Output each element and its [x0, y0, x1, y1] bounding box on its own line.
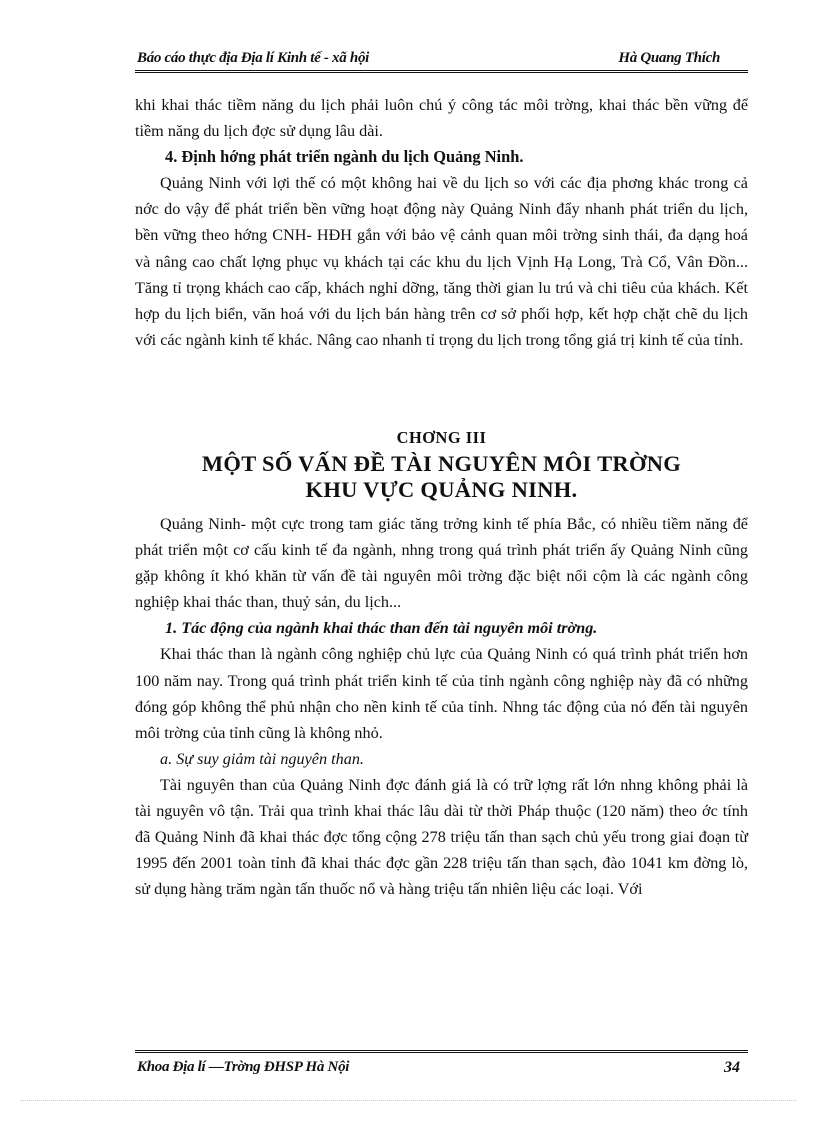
chapter-title-line-2: KHU VỰC QUẢNG NINH.	[305, 476, 578, 502]
chapter-title-line-1: MỘT SỐ VẤN ĐỀ TÀI NGUYÊN MÔI TRỜNG	[201, 450, 682, 476]
section-heading-4: 4. Định hớng phát triển ngành du lịch Quảng Ninh.	[165, 147, 524, 167]
header-title: Báo cáo thực địa Địa lí Kinh tế - xã hội	[137, 50, 370, 66]
chapter-label: CHƠNG III	[396, 427, 487, 447]
chapter-heading	[135, 427, 748, 501]
footer-institution: Khoa Địa lí —Trờng ĐHSP Hà Nội	[137, 1059, 350, 1075]
paragraph-section-4: Quảng Ninh với lợi thế có một không hai về du lịch so với các địa phơng khác trong cả nớc do vậy để phát triển bền vững hoạt động này Quảng Ninh đẩy nhanh phát triển du lịch, bền vững theo hớng CNH- HĐH gắn với bảo vệ cảnh quan môi trờng sinh thái, đa dạng hoá và nâng cao chất lợng phục vụ khách tại các khu du lịch Vịnh Hạ Long, Trà Cổ, Vân Đồn... Tăng tỉ trọng khách cao cấp, khách nghỉ dỡng, tăng thời gian lu trú và chi tiêu của khách. Kết hợp du lịch biển, văn hoá với du lịch bán hàng trên cơ sở phối hợp, kết hợp chặt chẽ du lịch với các ngành kinh tế khác. Nâng cao nhanh tỉ trọng du lịch trong tổng giá trị kinh tế của tỉnh.	[135, 174, 748, 349]
section-heading-1: 1. Tác động của ngành khai thác than đến tài nguyên môi trờng.	[165, 619, 598, 638]
paragraph-chapter-intro: Quảng Ninh- một cực trong tam giác tăng trởng kinh tế phía Bắc, có nhiều tiềm năng để phát triển một cơ cấu kinh tế đa ngành, nhng trong quá trình phát triển ấy Quảng Ninh cũng gặp không ít khó khăn từ vấn đề tài nguyên môi trờng đặc biệt nổi cộm là các ngành công nghiệp khai thác than, thuỷ sản, du lịch...	[135, 514, 748, 612]
paragraph-continued: khi khai thác tiềm năng du lịch phải luôn chú ý công tác môi trờng, khai thác bền vững để tiềm năng du lịch đợc sử dụng lâu dài.	[135, 96, 748, 141]
page-footer	[135, 1050, 748, 1077]
page-bottom-divider	[20, 1100, 796, 1101]
page-number: 34	[724, 1059, 740, 1076]
header-author: Hà Quang Thích	[618, 50, 720, 66]
paragraph-subsection-a: Tài nguyên than của Quảng Ninh đợc đánh giá là có trữ lợng rất lớn nhng không phải là tài nguyên vô tận. Trải qua trình khai thác lâu dài từ thời Pháp thuộc (120 năm) theo ớc tính đã Quảng Ninh đã khai thác đợc tổng cộng 278 triệu tấn than sạch chủ yếu trong giai đoạn từ 1995 đến 2001 toàn tỉnh đã khai thác đợc gần 228 triệu tấn than sạch, đào 1041 km đờng lò, sử dụng hàng trăm ngàn tấn thuốc nổ và hàng triệu tấn nhiên liệu các loại. Với	[135, 775, 748, 899]
page-body	[135, 92, 748, 902]
subsection-heading-a: a. Sự suy giảm tài nguyên than.	[160, 749, 364, 768]
page-header	[135, 48, 748, 73]
paragraph-section-1: Khai thác than là ngành công nghiệp chủ lực của Quảng Ninh có quá trình phát triển hơn 100 năm nay. Trong quá trình phát triển kinh tế của tỉnh ngành công nghiệp này đã có những đóng góp không thể phủ nhận cho nền kinh tế của tỉnh. Nhng tác động của nó đến tài nguyên môi trờng của tỉnh cũng là không nhỏ.	[135, 645, 748, 742]
